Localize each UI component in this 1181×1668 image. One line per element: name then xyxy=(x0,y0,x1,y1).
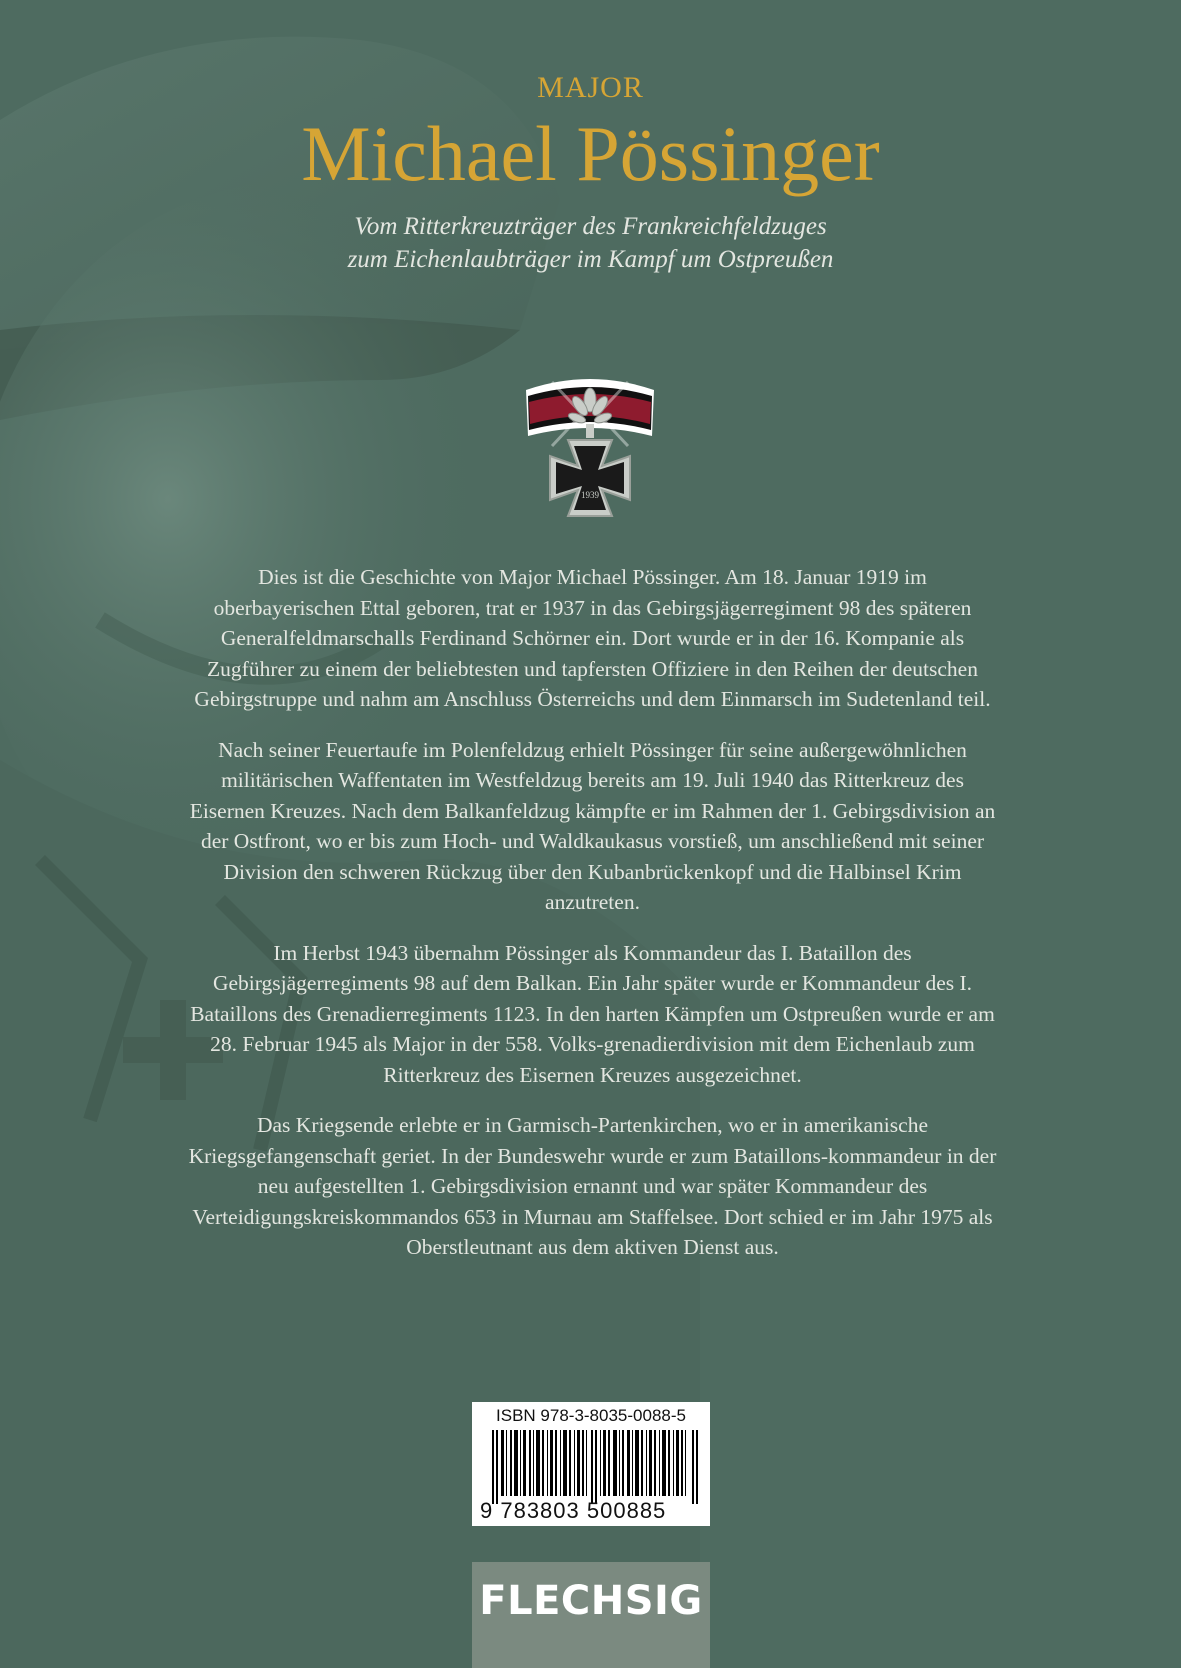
blurb-paragraph-4: Das Kriegsende erlebte er in Garmisch-Partenkirchen, wo er in amerikanische Kriegsgefangenschaft geriet. In der Bundeswehr wurde er zum Bataillons-kommandeur in der neu aufgestellten 1. Gebirgsdivision ernannt und war später Kommandeur des Verteidigungskreiskommandos 653 in Murnau am Staffelsee. Dort schied er im Jahr 1975 als Oberstleutnant aus dem aktiven Dienst aus. xyxy=(188,1113,997,1259)
isbn-label: ISBN 978-3-8035-0088-5 xyxy=(496,1406,686,1425)
subtitle-line-2: zum Eichenlaubträger im Kampf um Ostpreußen xyxy=(347,246,834,273)
rank-heading: MAJOR xyxy=(537,71,644,104)
blurb-paragraph-2: Nach seiner Feuertaufe im Polenfeldzug erhielt Pössinger für seine außergewöhnlichen militärischen Waffentaten im Westfeldzug bereits am 19. Juli 1940 das Ritterkreuz des Eisernen Kreuzes. Nach dem Balkanfeldzug kämpfte er im Rahmen der 1. Gebirgsdivision an der Ostfront, wo er bis zum Hoch- und Waldkaukasus vorstieß, um anschließend mit seiner Division den schweren Rückzug über den Kubanbrückenkopf und die Halbinsel Krim anzutreten. xyxy=(189,737,996,914)
barcode-digits: 9 783803 500885 xyxy=(480,1498,667,1523)
subtitle-line-1: Vom Ritterkreuzträger des Frankreichfeldzuges xyxy=(354,213,827,240)
blurb xyxy=(185,562,1000,1283)
publisher-name: FLECHSIG xyxy=(479,1578,703,1624)
title-block xyxy=(0,70,1181,276)
publisher-logo xyxy=(472,1562,710,1668)
book-title: Michael Pössinger xyxy=(301,110,880,197)
medal-year: 1939 xyxy=(581,490,599,500)
isbn-barcode-box xyxy=(472,1402,710,1526)
subtitle xyxy=(0,210,1181,276)
blurb-paragraph-3: Im Herbst 1943 übernahm Pössinger als Kommandeur das I. Bataillon des Gebirgsjägerregiments 98 auf dem Balkan. Ein Jahr später wurde er Kommandeur des I. Bataillons des Grenadierregiments 1123. In den harten Kämpfen um Ostpreußen wurde er am 28. Februar 1945 als Major in der 558. Volks-grenadierdivision mit dem Eichenlaub zum Ritterkreuz des Eisernen Kreuzes ausgezeichnet. xyxy=(190,940,995,1087)
blurb-paragraph-1: Dies ist die Geschichte von Major Michael Pössinger. Am 18. Januar 1919 im oberbayerischen Ettal geboren, trat er 1937 in das Gebirgsjägerregiment 98 des späteren Generalfeldmarschalls Ferdinand Schörner ein. Dort wurde er in der 16. Kompanie als Zugführer zu einem der beliebtesten und tapfersten Offiziere in den Reihen der deutschen Gebirgstruppe und nahm am Anschluss Österreichs und dem Einmarsch im Sudetenland teil. xyxy=(194,565,991,711)
knights-cross-oak-leaves-icon xyxy=(522,370,658,518)
barcode-icon xyxy=(492,1430,698,1504)
